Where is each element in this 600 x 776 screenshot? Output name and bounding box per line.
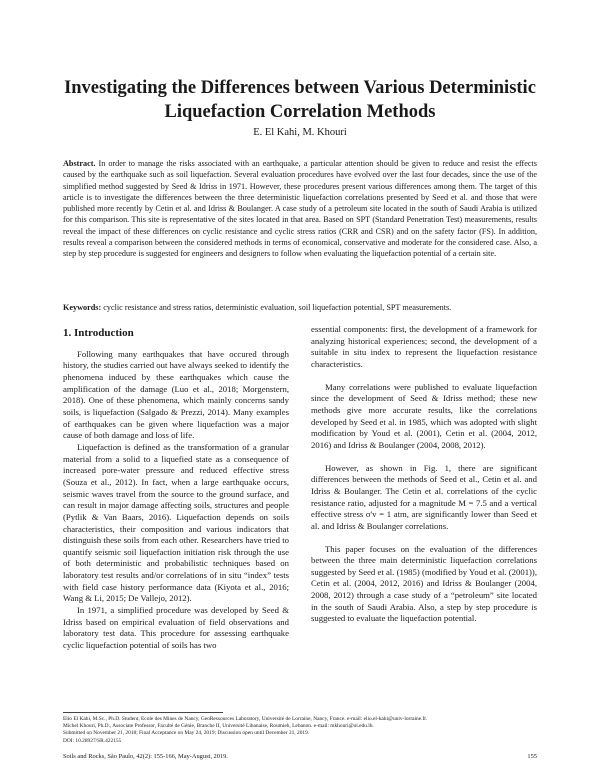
paper-title: Investigating the Differences between Various Deterministic Liquefaction Correlation Methods	[64, 78, 536, 122]
footnote-line: Submitted on November 21, 2018; Final Acceptance on May 24, 2019; Discussion open until December 31, 2019.	[63, 730, 310, 737]
keywords-label: Keywords:	[63, 303, 102, 312]
footnote-line: Michel Khouri, Ph.D., Associate Professor, Faculté de Génie, Branche II, Université Libanaise, Roumieh, Lebanon. e-mail: mkhouri@ul.edu.lb.	[63, 723, 374, 730]
abstract-label: Abstract.	[63, 159, 96, 168]
footnote-divider	[63, 712, 223, 713]
right-column	[311, 324, 537, 625]
page-number: 155	[527, 753, 537, 760]
body-paragraph: This paper focuses on the evaluation of the differences between the three main deterministic liquefaction correlations suggested by Seed et al. (1985) (modified by Youd et al. (2001)), Cetin et al. (2004, 2012, 2016) and Idriss & Boulanger (2004, 2008, 2012) through a case study of a “petroleum” site located in the south of Saudi Arabia. Also, a step by step procedure is suggested to evaluate the liquefaction potential.	[311, 543, 537, 624]
keywords-text: cyclic resistance and stress ratios, deterministic evaluation, soil liquefaction potential, SPT measurements.	[103, 303, 452, 312]
body-paragraph: Many correlations were published to evaluate liquefaction since the development of Seed & Idriss method; these new methods give more accurate results, like the correlations developed by Seed et al. in 1985, which was adopted with slight modification by Youd et al. (2001), Cetin et al. (2004, 2012, 2016) and Idriss & Boulanger (2004, 2008, 2012).	[311, 381, 537, 450]
footnote-line: Elio El Kahi, M.Sc., Ph.D. Student, Ecole des Mines de Nancy, GeoRessources Laboratory, Université de Lorraine, Nancy, France. e-mail: elio.el-kahi@univ-lorraine.fr.	[63, 716, 428, 722]
body-paragraph: However, as shown in Fig. 1, there are significant differences between the methods of Seed et al., Cetin et al. and Idriss & Boulanger. The Cetin et al. correlations of the cyclic resistance ratio, adjusted for a magnitude M = 7.5 and a vertical effective stress σ'v = 1 atm, are significantly lower than Seed et al. and Idriss & Boulanger correlations.	[311, 462, 537, 531]
left-column	[63, 325, 289, 652]
abstract	[63, 158, 537, 260]
body-paragraph: Following many earthquakes that have occured through history, the studies carried out have always seeked to identify the phenomena induced by these earthquakes which cause the amplification of the damage (Luo et al., 2018; Morgenstern, 2018). One of these phenomena, which mainly concerns sandy soils, is liquefaction (Salgado & Prezzi, 2014). Many examples of earthquakes can be given where liquefaction was a major cause of both damage and loss of life.	[63, 348, 289, 441]
footnotes	[63, 716, 537, 745]
section-heading: 1. Introduction	[63, 327, 134, 339]
page-footer	[63, 753, 537, 760]
journal-citation: Soils and Rocks, São Paulo, 42(2): 155-166, May-August, 2019.	[63, 753, 228, 760]
body-paragraph: Liquefaction is defined as the transformation of a granular material from a solid to a liquefied state as a consequence of increased pore-water pressure and reduced effective stress (Souza et al., 2012). In fact, when a large earthquake occurs, seismic waves travel from the source to the ground surface, and can result in major damage affecting soils, structures and people (Pytlik & Van Baars, 2016). Liquefaction depends on soils characteristics, their composition and various indicators that distinguish these soils from each other. Researchers have tried to quantify seismic soil liquefaction initiation risk through the use of both deterministic and probabilistic techniques based on laboratory test results and/or correlations of in situ “index” tests with field case history performance data (Kiyota et al., 2016; Wang & Li, 2015; De Vallejo, 2012).	[63, 441, 289, 604]
keywords	[63, 302, 537, 313]
body-paragraph: In 1971, a simplified procedure was developed by Seed & Idriss based on empirical evaluation of field observations and laboratory test data. This procedure for assessing earthquake cyclic liquefaction potential of soils has two	[63, 605, 289, 651]
footnote-line: DOI: 10.28927/SR.422155	[63, 737, 122, 744]
body-paragraph: essential components: first, the development of a framework for analyzing historical experiences; second, the development of a suitable in situ index to represent the liquefaction resistance characteristics.	[311, 324, 537, 369]
abstract-text: In order to manage the risks associated with an earthquake, a particular attention should be given to reduce and resist the effects caused by the earthquake such as soil liquefaction. Several evaluation procedures have evolved over the last four decades, since the use of the simplified method suggested by Seed & Idriss in 1971. However, these procedures present various differences among them. The target of this article is to investigate the differences between the three deterministic liquefaction correlations presented by Seed et al. and those that were published more recently by Cetin et al. and Idriss & Boulanger. A case study of a petroleum site located in the south of Saudi Arabia is utilized for this comparison. This site is representative of the sites located in that area. Based on SPT (Standard Penetration Test) measurements, results reveal the impact of these differences on cyclic resistance and cyclic stress ratios (CRR and CSR) and on the safety factor (FS). In addition, results reveal a comparison between the considered methods in terms of economical, conservative and moderate for the considered case. Also, a step by step procedure is suggested for engineers and designers to follow when evaluating the liquefaction potential of a certain site.	[63, 159, 537, 259]
authors: E. El Kahi, M. Khouri	[253, 127, 347, 138]
